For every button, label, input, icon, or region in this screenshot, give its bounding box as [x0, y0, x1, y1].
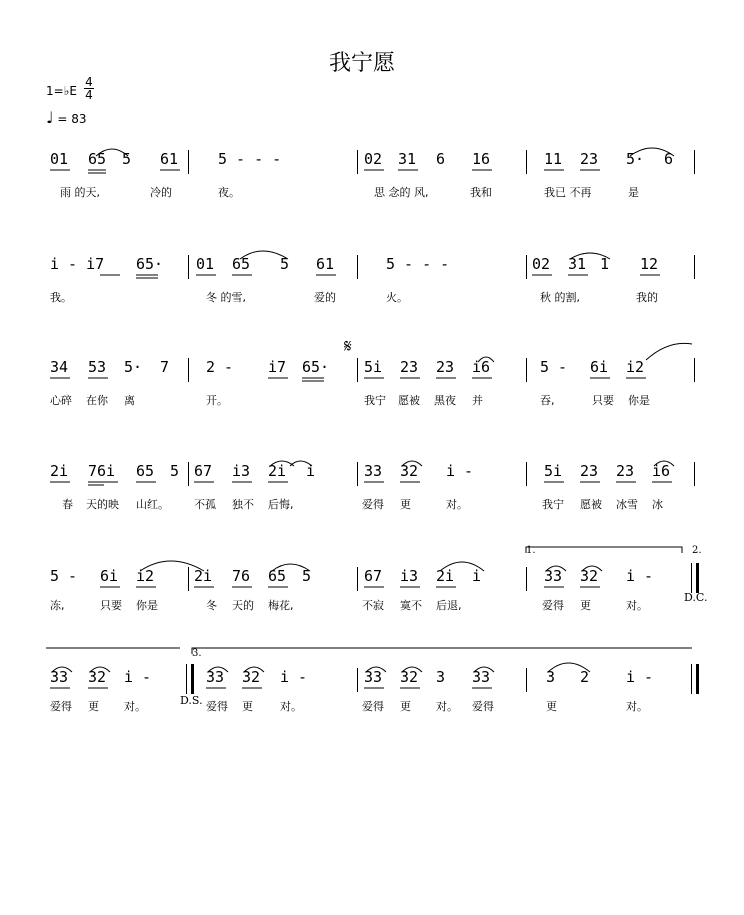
- score-row-2: [0, 255, 744, 345]
- lyric: 爱的: [314, 291, 336, 304]
- note: 53: [88, 358, 107, 376]
- note: 5i: [544, 462, 563, 480]
- note: 01: [50, 150, 69, 168]
- lyric: 只要: [100, 599, 122, 612]
- note: 23: [580, 150, 599, 168]
- lyric: 爱得: [472, 700, 494, 713]
- lyric: 更: [400, 498, 411, 511]
- lyric: 雨 的天,: [60, 186, 100, 199]
- note: 23: [400, 358, 419, 376]
- note: 33: [544, 567, 563, 585]
- flat-icon: ♭: [63, 84, 70, 98]
- note: i -: [124, 668, 152, 686]
- lyric: 离: [124, 394, 135, 407]
- lyric: 春: [62, 498, 73, 511]
- quarter-note-icon: ♩: [46, 108, 54, 127]
- note: 32: [400, 462, 419, 480]
- lyric: 在你: [86, 394, 108, 407]
- note: i - i7: [50, 255, 105, 273]
- key-signature: [46, 84, 77, 98]
- score-row-3: [0, 336, 744, 448]
- note: 5 -: [540, 358, 568, 376]
- lyric: 愿被: [580, 498, 602, 511]
- lyric: 后悔,: [268, 498, 294, 511]
- note: i2: [136, 567, 155, 585]
- lyric: 更: [546, 700, 557, 713]
- note: 5 -: [50, 567, 78, 585]
- lyric: 更: [580, 599, 591, 612]
- note: 2 -: [206, 358, 234, 376]
- note: i6: [472, 358, 491, 376]
- lyric: 更: [88, 700, 99, 713]
- note: 23: [616, 462, 635, 480]
- volta-1: 1.: [526, 545, 536, 556]
- note: i -: [626, 567, 654, 585]
- lyric: 思 念的 风,: [374, 186, 429, 199]
- note: 6i: [100, 567, 119, 585]
- note: 67: [364, 567, 383, 585]
- lyric: 冰雪: [616, 498, 638, 511]
- lyric: 黑夜: [434, 394, 456, 407]
- lyric: 天的: [232, 599, 254, 612]
- note: 5·: [124, 358, 143, 376]
- lyric: 对。: [446, 498, 468, 511]
- note: i3: [232, 462, 251, 480]
- note: 6: [436, 150, 446, 168]
- note: 11: [544, 150, 563, 168]
- lyric: 你是: [136, 599, 158, 612]
- tempo: [46, 108, 87, 127]
- lyric: 对。: [626, 700, 648, 713]
- note: 65·: [302, 358, 330, 376]
- lyric: 心碎: [50, 394, 72, 407]
- key-note: E: [69, 84, 77, 98]
- note: 5: [280, 255, 290, 273]
- note: 33: [50, 668, 69, 686]
- note: 65: [136, 462, 155, 480]
- lyric: 开。: [206, 394, 228, 407]
- note: 32: [242, 668, 261, 686]
- slur-marks: [0, 668, 744, 728]
- volta-2: 2.: [692, 545, 702, 556]
- lyric: 对。: [280, 700, 302, 713]
- note: 3: [546, 668, 556, 686]
- note: 1: [600, 255, 610, 273]
- note: 76i: [88, 462, 116, 480]
- note: 31: [568, 255, 587, 273]
- note: 33: [364, 462, 383, 480]
- lyric: 火。: [386, 291, 408, 304]
- note: 7: [160, 358, 170, 376]
- lyric: 冬 的雪,: [206, 291, 246, 304]
- note: i3: [400, 567, 419, 585]
- note: 2i: [50, 462, 69, 480]
- key-prefix: 1=: [46, 84, 64, 98]
- note: 6i: [590, 358, 609, 376]
- note: 5i: [364, 358, 383, 376]
- note: 01: [196, 255, 215, 273]
- note: 5: [170, 462, 180, 480]
- note: 5: [122, 150, 132, 168]
- slur-marks: [0, 567, 744, 627]
- lyric: 爱得: [362, 700, 384, 713]
- note: 32: [88, 668, 107, 686]
- slur-marks: [0, 336, 744, 418]
- tempo-text: = 83: [57, 112, 87, 126]
- note: 33: [472, 668, 491, 686]
- note: 2i: [268, 462, 287, 480]
- note: 65·: [136, 255, 164, 273]
- lyric: 对。: [436, 700, 458, 713]
- lyric: 后退,: [436, 599, 462, 612]
- slur-marks: [0, 150, 744, 210]
- time-signature: [84, 76, 94, 101]
- note: i -: [280, 668, 308, 686]
- lyric: 爱得: [50, 700, 72, 713]
- lyric: 天的映: [86, 498, 119, 511]
- score-row-4: [0, 462, 744, 552]
- note: 23: [436, 358, 455, 376]
- note: 34: [50, 358, 69, 376]
- lyric: 只要: [592, 394, 614, 407]
- lyric: 我的: [636, 291, 658, 304]
- note: 12: [640, 255, 659, 273]
- segno-volta: 3.: [192, 648, 202, 659]
- lyric: 对。: [124, 700, 146, 713]
- note: 3: [436, 668, 446, 686]
- note: i2: [626, 358, 645, 376]
- note: 65: [268, 567, 287, 585]
- lyric: 是: [628, 186, 639, 199]
- lyric: 我宁: [542, 498, 564, 511]
- lyric: 冰: [652, 498, 663, 511]
- note: 02: [532, 255, 551, 273]
- slur-marks: [0, 255, 744, 315]
- lyric: 更: [400, 700, 411, 713]
- lyric: 你是: [628, 394, 650, 407]
- lyric: 对。: [626, 599, 648, 612]
- lyric: 秋 的割,: [540, 291, 580, 304]
- lyric: 梅花,: [268, 599, 294, 612]
- note: i: [306, 462, 316, 480]
- note: 5 - - -: [218, 150, 282, 168]
- note: i -: [446, 462, 474, 480]
- page-title: 我宁愿: [328, 51, 395, 76]
- note: i: [472, 567, 482, 585]
- score-row-5: [0, 545, 744, 657]
- lyric: 不孤: [194, 498, 216, 511]
- note: 5: [302, 567, 312, 585]
- note: 5 - - -: [386, 255, 450, 273]
- lyric: 爱得: [542, 599, 564, 612]
- lyric: 山红。: [136, 498, 169, 511]
- time-top: 4: [85, 75, 93, 89]
- score-row-6: [0, 648, 744, 758]
- da-capo: D.C.: [684, 591, 708, 604]
- note: 32: [580, 567, 599, 585]
- lyric: 更: [242, 700, 253, 713]
- note: 33: [206, 668, 225, 686]
- note: 6: [664, 150, 674, 168]
- lyric: 冻,: [50, 599, 65, 612]
- lyric: 我和: [470, 186, 492, 199]
- note: 2i: [436, 567, 455, 585]
- note: 02: [364, 150, 383, 168]
- note: 16: [472, 150, 491, 168]
- time-bottom: 4: [85, 88, 93, 102]
- note: 23: [580, 462, 599, 480]
- lyric: 我已 不再: [544, 186, 592, 199]
- lyric: 冷的: [150, 186, 172, 199]
- slur-marks: [0, 462, 744, 522]
- lyric: 冬: [206, 599, 217, 612]
- note: 2i: [194, 567, 213, 585]
- lyric: 寞不: [400, 599, 422, 612]
- note: 31: [398, 150, 417, 168]
- lyric: 爱得: [362, 498, 384, 511]
- lyric: 并: [472, 394, 483, 407]
- note: 67: [194, 462, 213, 480]
- note: i7: [268, 358, 287, 376]
- note: i6: [652, 462, 671, 480]
- lyric: 吞,: [540, 394, 555, 407]
- lyric: 爱得: [206, 700, 228, 713]
- lyric: 独不: [232, 498, 254, 511]
- note: 5·: [626, 150, 645, 168]
- lyric: 我。: [50, 291, 72, 304]
- note: 65: [232, 255, 251, 273]
- segno-icon: 𝄋: [344, 336, 352, 357]
- note: 61: [160, 150, 179, 168]
- note: 2: [580, 668, 590, 686]
- lyric: 愿被: [398, 394, 420, 407]
- note: i -: [626, 668, 654, 686]
- note: 76: [232, 567, 251, 585]
- dal-segno: D.S.: [180, 694, 203, 707]
- lyric: 我宁: [364, 394, 386, 407]
- note: 61: [316, 255, 335, 273]
- lyric: 夜。: [218, 186, 240, 199]
- score-row-1: [0, 150, 744, 240]
- note: 33: [364, 668, 383, 686]
- lyric: 不寂: [362, 599, 384, 612]
- note: 65: [88, 150, 107, 168]
- note: 32: [400, 668, 419, 686]
